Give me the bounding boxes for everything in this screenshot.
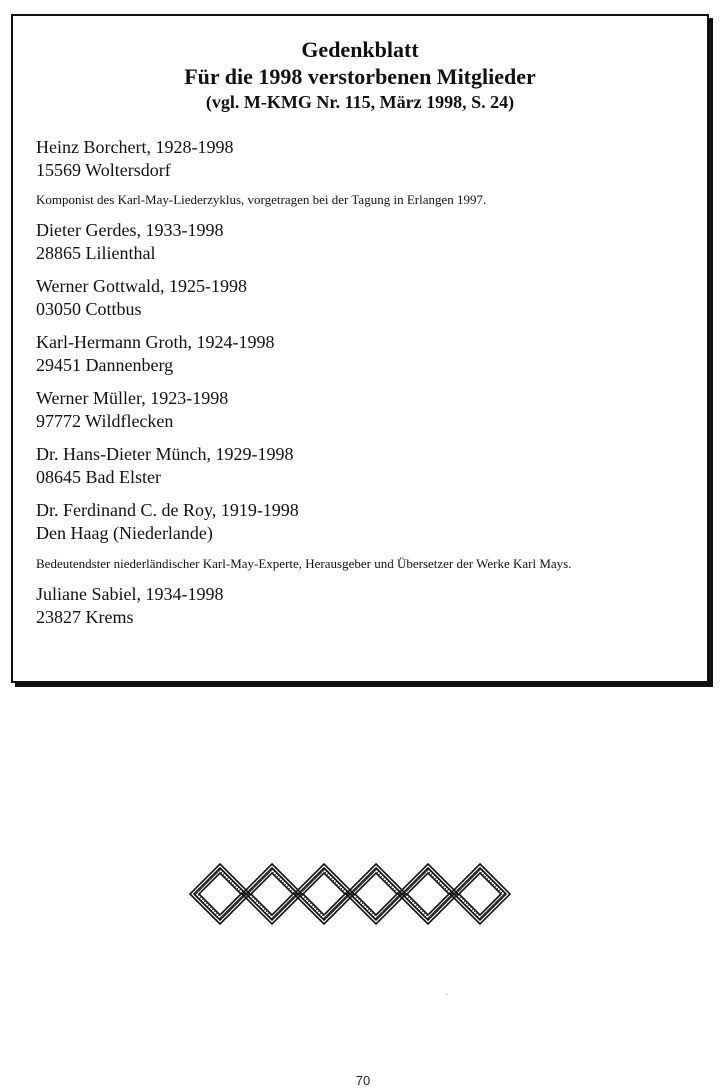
memorial-subtitle: Für die 1998 verstorbenen Mitglieder <box>184 64 536 89</box>
scan-speck: . <box>446 988 448 997</box>
ornament-diamond <box>450 864 510 924</box>
memorial-frame <box>11 14 709 683</box>
entry-place: 15569 Woltersdorf <box>36 160 171 180</box>
entry-name: Dieter Gerdes, 1933-1998 <box>36 220 224 240</box>
entry-place: 97772 Wildflecken <box>36 411 174 431</box>
linked-diamonds-ornament-icon <box>186 860 522 928</box>
entry-place: 29451 Dannenberg <box>36 355 174 375</box>
list-item <box>36 219 689 265</box>
list-item <box>36 136 689 209</box>
memorial-reference: (vgl. M-KMG Nr. 115, März 1998, S. 24) <box>205 92 515 112</box>
entry-place: 03050 Cottbus <box>36 299 142 319</box>
entry-name: Werner Gottwald, 1925-1998 <box>36 276 247 296</box>
entry-name: Karl-Hermann Groth, 1924-1998 <box>36 332 275 352</box>
entry-place: 23827 Krems <box>36 607 134 627</box>
entry-name: Heinz Borchert, 1928-1998 <box>36 137 234 157</box>
list-item <box>36 275 689 321</box>
memorial-header <box>13 36 707 114</box>
entry-name: Dr. Hans-Dieter Münch, 1929-1998 <box>36 444 294 464</box>
entry-note: Komponist des Karl-May-Liederzyklus, vorgetragen bei der Tagung in Erlangen 1997. <box>36 192 487 207</box>
list-item <box>36 499 689 573</box>
list-item <box>36 331 689 377</box>
list-item <box>36 387 689 433</box>
memorial-title: Gedenkblatt <box>301 37 419 62</box>
entry-list <box>36 136 689 639</box>
entry-note: Bedeutendster niederländischer Karl-May-Experte, Herausgeber und Übersetzer der Werke Karl Mays. <box>36 556 572 571</box>
list-item <box>36 583 689 629</box>
entry-name: Werner Müller, 1923-1998 <box>36 388 229 408</box>
page-number: 70 <box>355 1073 371 1088</box>
list-item <box>36 443 689 489</box>
entry-place: Den Haag (Niederlande) <box>36 523 213 543</box>
entry-place: 28865 Lilienthal <box>36 243 156 263</box>
entry-name: Juliane Sabiel, 1934-1998 <box>36 584 224 604</box>
entry-place: 08645 Bad Elster <box>36 467 161 487</box>
entry-name: Dr. Ferdinand C. de Roy, 1919-1998 <box>36 500 299 520</box>
